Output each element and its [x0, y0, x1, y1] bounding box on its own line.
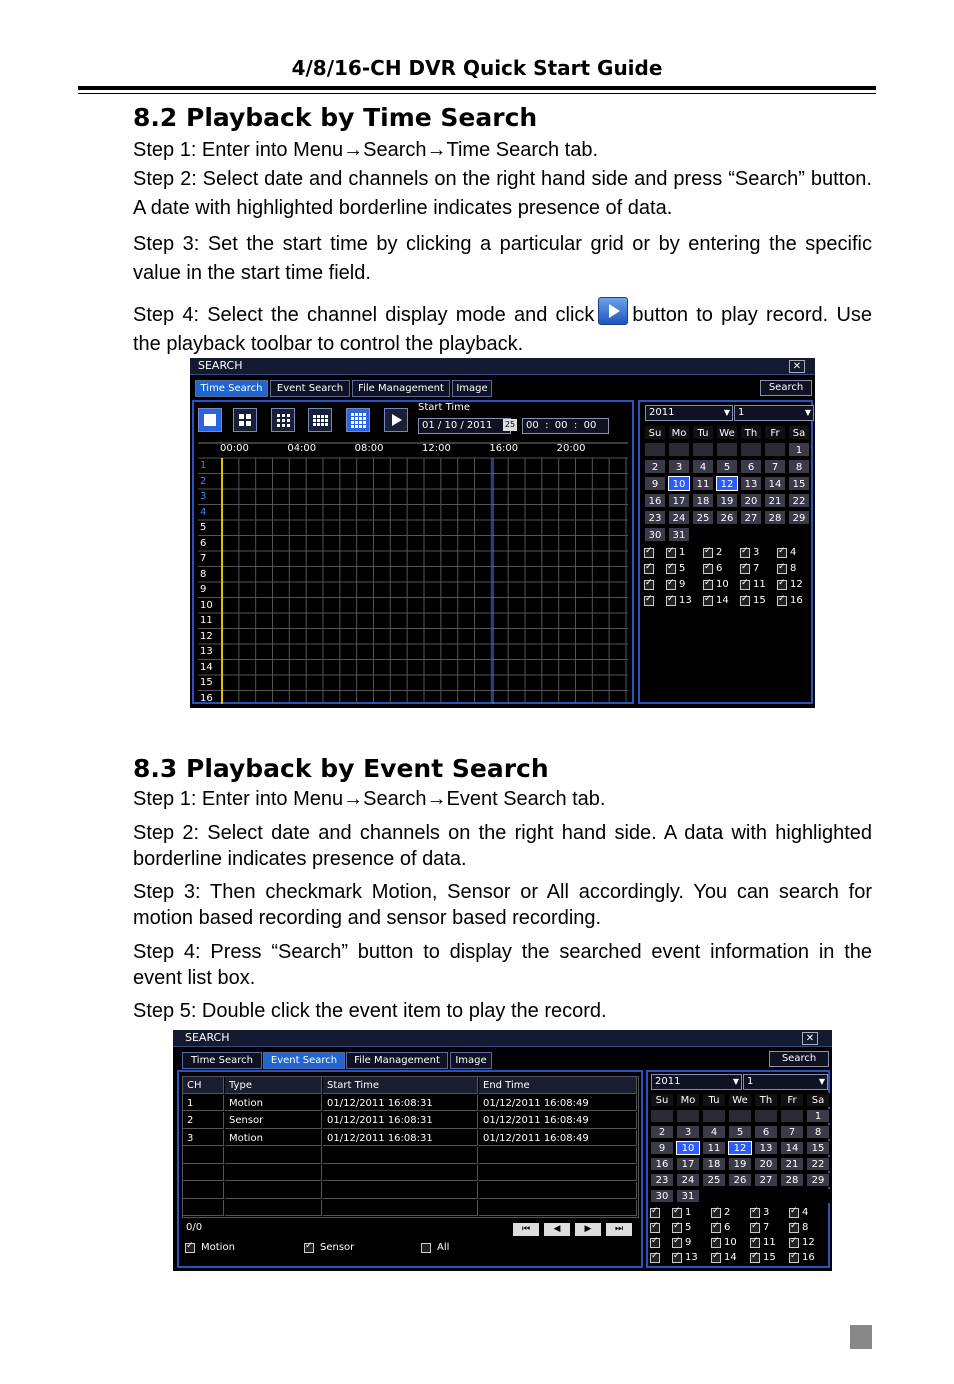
calendar-day[interactable]: 25 — [692, 510, 714, 525]
table-cell[interactable]: 1 — [183, 1095, 224, 1112]
calendar-day[interactable]: 29 — [806, 1173, 830, 1187]
channel-checkbox-label: 15 — [753, 595, 766, 606]
calendar-day[interactable]: 21 — [764, 493, 786, 508]
table-cell[interactable]: Motion — [225, 1130, 322, 1147]
time-field[interactable]: 00 : 00 : 00 — [522, 418, 609, 434]
calendar-empty — [692, 527, 714, 542]
calendar-day[interactable]: 10 — [668, 476, 690, 491]
pager-last-icon[interactable]: ⏭ — [606, 1223, 632, 1236]
weekday-header: Tu — [692, 425, 714, 440]
calendar-day[interactable]: 18 — [692, 493, 714, 508]
channel-checkbox[interactable] — [789, 1223, 799, 1233]
channel-row-label: 7 — [200, 553, 207, 564]
channel-row-label: 12 — [200, 630, 213, 642]
channel-checkbox-label: 11 — [753, 579, 766, 590]
channel-row-label: 15 — [200, 677, 213, 688]
header-rule-thin — [78, 93, 876, 94]
weekday-header: Sa — [788, 425, 810, 440]
sec82-step2: Step 2: Select date and channels on the right hand side and press “Search” button. A date with highlighted borderline indicates presence of data. — [133, 168, 872, 219]
time-search-screenshot — [190, 358, 815, 708]
channel-checkbox[interactable] — [672, 1208, 682, 1218]
calendar-day[interactable]: 15 — [788, 476, 810, 491]
calendar-day[interactable]: 20 — [740, 493, 762, 508]
row-select-checkbox[interactable] — [644, 564, 654, 574]
sensor-label: Sensor — [320, 1242, 355, 1253]
mode-12-icon[interactable] — [308, 408, 332, 432]
channel-checkbox[interactable] — [703, 580, 713, 590]
calendar-empty — [788, 527, 810, 542]
sec82-step4-b: button to play record. Use the playback toolbar to control the playback. — [133, 304, 873, 355]
row-select-checkbox[interactable] — [644, 548, 654, 558]
calendar-empty — [668, 442, 690, 457]
table-cell[interactable] — [323, 1182, 478, 1199]
calendar-day[interactable]: 12 — [728, 1141, 752, 1155]
channel-checkbox[interactable] — [672, 1253, 682, 1263]
table-cell[interactable]: 01/12/2011 16:08:49 — [479, 1130, 637, 1147]
weekday-header: Su — [650, 1093, 674, 1107]
sec83-step1: Step 1: Enter into Menu→Search→Event Search tab. — [133, 788, 606, 810]
month-select[interactable] — [743, 1074, 828, 1090]
channel-checkbox-label: 7 — [753, 563, 760, 574]
table-cell[interactable] — [183, 1165, 224, 1182]
table-cell[interactable] — [225, 1165, 322, 1182]
table-cell[interactable] — [479, 1182, 637, 1199]
calendar-empty — [728, 1109, 752, 1123]
channel-checkbox-label: 2 — [716, 547, 723, 558]
channel-row-label: 11 — [200, 615, 213, 626]
weekday-header: Su — [644, 425, 666, 440]
weekday-header: Mo — [676, 1093, 700, 1107]
channel-checkbox[interactable] — [666, 548, 676, 558]
tab-time-search[interactable]: Time Search — [195, 380, 268, 397]
calendar-icon[interactable]: 25 — [504, 420, 516, 429]
calendar-day[interactable]: 27 — [740, 510, 762, 525]
calendar-day[interactable]: 31 — [676, 1189, 700, 1203]
month-value: 1 — [738, 407, 745, 418]
channel-checkbox-label: 10 — [724, 1237, 737, 1248]
channel-checkbox[interactable] — [740, 564, 750, 574]
sensor-checkbox[interactable] — [304, 1243, 314, 1253]
calendar-day[interactable]: 6 — [754, 1125, 778, 1139]
calendar-day[interactable]: 28 — [780, 1173, 804, 1187]
calendar-empty — [806, 1189, 830, 1203]
channel-checkbox[interactable] — [711, 1223, 721, 1233]
calendar-empty — [780, 1109, 804, 1123]
table-cell[interactable] — [479, 1147, 637, 1164]
table-cell[interactable]: 2 — [183, 1112, 224, 1129]
calendar-day[interactable]: 11 — [692, 476, 714, 491]
title-bar — [173, 1030, 832, 1047]
channel-checkbox[interactable] — [740, 580, 750, 590]
event-pager — [513, 1223, 633, 1237]
table-cell[interactable] — [183, 1147, 224, 1164]
channel-row-label: 10 — [200, 599, 213, 611]
time-tick-label: 04:00 — [287, 443, 317, 454]
channel-checkbox-label: 3 — [753, 547, 760, 558]
calendar-empty — [754, 1109, 778, 1123]
channel-row-label: 2 — [200, 475, 207, 487]
calendar-day[interactable]: 19 — [716, 493, 738, 508]
calendar-empty — [780, 1189, 804, 1203]
weekday-header: We — [716, 425, 738, 440]
calendar-day[interactable]: 7 — [780, 1125, 804, 1139]
table-cell[interactable]: 01/12/2011 16:08:49 — [479, 1112, 637, 1129]
channel-checkbox[interactable] — [777, 580, 787, 590]
calendar-empty — [740, 442, 762, 457]
search-button[interactable]: Search — [760, 380, 812, 396]
channel-checkbox-label: 5 — [685, 1222, 692, 1233]
month-select[interactable] — [734, 405, 814, 421]
calendar-day[interactable]: 27 — [754, 1173, 778, 1187]
calendar-day[interactable]: 16 — [650, 1157, 674, 1171]
calendar-day[interactable]: 24 — [668, 510, 690, 525]
calendar-empty — [676, 1109, 700, 1123]
calendar-day[interactable]: 2 — [650, 1125, 674, 1139]
channel-checkbox[interactable] — [750, 1238, 760, 1248]
tab-file-management[interactable]: File Management — [346, 1052, 448, 1069]
table-cell[interactable]: 01/12/2011 16:08:49 — [479, 1095, 637, 1112]
table-cell[interactable] — [479, 1200, 637, 1217]
calendar-empty — [728, 1189, 752, 1203]
calendar-day[interactable]: 16 — [644, 493, 666, 508]
motion-checkbox[interactable] — [185, 1243, 195, 1253]
channel-checkbox[interactable] — [666, 596, 676, 606]
weekday-header: Sa — [806, 1093, 830, 1107]
calendar-day[interactable]: 26 — [716, 510, 738, 525]
time-tick-label: 12:00 — [422, 443, 451, 454]
table-cell[interactable] — [479, 1165, 637, 1182]
calendar-empty — [754, 1189, 778, 1203]
channel-checkbox[interactable] — [672, 1238, 682, 1248]
channel-checkbox[interactable] — [666, 580, 676, 590]
calendar-day[interactable]: 30 — [644, 527, 666, 542]
row-select-checkbox[interactable] — [650, 1208, 660, 1218]
table-cell[interactable] — [323, 1147, 478, 1164]
time-tick-label: 16:00 — [489, 443, 519, 454]
calendar-day[interactable]: 13 — [740, 476, 762, 491]
channel-row-label: 9 — [200, 584, 207, 595]
table-header-cell: End Time — [479, 1077, 637, 1094]
table-cell[interactable]: 01/12/2011 16:08:31 — [323, 1130, 478, 1147]
pager-first-icon[interactable]: ⏮ — [513, 1223, 539, 1236]
calendar-day[interactable]: 18 — [702, 1157, 726, 1171]
pager-next-icon[interactable]: ▶ — [575, 1223, 601, 1236]
calendar-empty — [692, 442, 714, 457]
mode-1-icon[interactable] — [198, 408, 222, 432]
channel-checkbox-label: 1 — [685, 1207, 692, 1218]
chevron-down-icon: ▼ — [732, 1077, 739, 1086]
channel-checkbox-label: 9 — [685, 1237, 692, 1248]
calendar-day[interactable]: 17 — [676, 1157, 700, 1171]
tab-file-management[interactable]: File Management — [352, 380, 450, 397]
channel-checkbox[interactable] — [703, 596, 713, 606]
channel-checkbox[interactable] — [750, 1208, 760, 1218]
chevron-down-icon: ▼ — [804, 408, 811, 417]
channel-checkbox-label: 12 — [802, 1237, 815, 1248]
channel-row-label: 5 — [200, 522, 207, 533]
channel-checkbox[interactable] — [789, 1208, 799, 1218]
table-cell[interactable] — [183, 1182, 224, 1199]
event-table[interactable] — [182, 1076, 639, 1218]
table-cell[interactable] — [183, 1200, 224, 1217]
weekday-header: Mo — [668, 425, 690, 440]
channel-checkbox-label: 8 — [790, 563, 797, 574]
calendar-day[interactable]: 22 — [788, 493, 810, 508]
channel-checkbox[interactable] — [703, 548, 713, 558]
calendar-day[interactable]: 14 — [764, 476, 786, 491]
sec82-step1: Step 1: Enter into Menu→Search→Time Search tab. — [133, 139, 599, 161]
calendar-day[interactable]: 4 — [702, 1125, 726, 1139]
calendar-day[interactable]: 8 — [788, 459, 810, 474]
chevron-down-icon: ▼ — [723, 408, 730, 417]
tab-image[interactable]: Image — [452, 380, 492, 397]
channel-checkbox-label: 11 — [763, 1237, 776, 1248]
channel-checkbox-label: 2 — [724, 1207, 731, 1218]
weekday-header: Th — [740, 425, 762, 440]
tab-event-search[interactable]: Event Search — [270, 380, 350, 397]
calendar-empty — [716, 442, 738, 457]
calendar-day[interactable]: 28 — [764, 510, 786, 525]
channel-checkbox[interactable] — [703, 564, 713, 574]
calendar-day[interactable]: 11 — [702, 1141, 726, 1155]
table-cell[interactable]: 3 — [183, 1130, 224, 1147]
calendar-day[interactable]: 22 — [806, 1157, 830, 1171]
sec83-step2: Step 2: Select date and channels on the right hand side. A data with highlighted borderline indicates presence of data. — [133, 822, 872, 870]
channel-checkbox-label: 13 — [679, 595, 692, 606]
channel-checkbox[interactable] — [666, 564, 676, 574]
timeline-svg — [198, 442, 628, 704]
calendar-day[interactable]: 26 — [728, 1173, 752, 1187]
row-select-checkbox[interactable] — [650, 1223, 660, 1233]
table-cell[interactable] — [225, 1200, 322, 1217]
channel-checkbox[interactable] — [750, 1253, 760, 1263]
channel-row-label: 16 — [200, 692, 213, 704]
header-rule — [78, 86, 876, 90]
calendar-empty — [716, 527, 738, 542]
table-header-cell: Type — [225, 1077, 322, 1094]
channel-checkbox[interactable] — [711, 1208, 721, 1218]
channel-checkbox-label: 15 — [763, 1252, 776, 1263]
channel-checkbox[interactable] — [672, 1223, 682, 1233]
mode-9-icon[interactable] — [271, 408, 295, 432]
channel-row-label: 13 — [200, 646, 213, 657]
sec83-step4: Step 4: Press “Search” button to display the searched event information in the event list box. — [133, 941, 872, 989]
calendar-day[interactable]: 29 — [788, 510, 810, 525]
channel-checkbox-label: 9 — [679, 579, 686, 590]
year-value: 2011 — [649, 407, 675, 418]
year-select[interactable] — [645, 405, 733, 421]
table-cell[interactable] — [225, 1182, 322, 1199]
date-field[interactable]: 01 / 10 / 2011 — [418, 418, 511, 434]
table-header-cell: CH — [183, 1077, 224, 1094]
sec83-step5: Step 5: Double click the event item to play the record. — [133, 1000, 607, 1022]
calendar-empty — [764, 442, 786, 457]
weekday-header: Fr — [780, 1093, 804, 1107]
calendar-day[interactable]: 5 — [716, 459, 738, 474]
calendar-empty — [644, 442, 666, 457]
calendar-day[interactable]: 7 — [764, 459, 786, 474]
calendar-day[interactable]: 30 — [650, 1189, 674, 1203]
year-select[interactable] — [651, 1074, 742, 1090]
title-bar — [190, 358, 815, 375]
event-count: 0/0 — [186, 1222, 203, 1233]
calendar-day[interactable]: 9 — [644, 476, 666, 491]
chevron-down-icon: ▼ — [818, 1077, 825, 1086]
start-time-label: Start Time — [418, 402, 471, 413]
calendar-empty — [740, 527, 762, 542]
channel-checkbox-label: 14 — [724, 1252, 737, 1263]
channel-checkbox[interactable] — [711, 1253, 721, 1263]
calendar-day[interactable]: 17 — [668, 493, 690, 508]
channel-checkbox-label: 13 — [685, 1252, 698, 1263]
channel-checkbox-label: 14 — [716, 595, 729, 606]
calendar-day[interactable]: 3 — [676, 1125, 700, 1139]
row-select-checkbox[interactable] — [650, 1253, 660, 1263]
calendar-day[interactable]: 13 — [754, 1141, 778, 1155]
channel-checkbox-label: 16 — [790, 595, 803, 606]
section-heading-8-2: 8.2 Playback by Time Search — [133, 103, 538, 132]
row-select-checkbox[interactable] — [644, 580, 654, 590]
calendar-day[interactable]: 25 — [702, 1173, 726, 1187]
motion-label: Motion — [201, 1242, 235, 1253]
table-cell[interactable]: 01/12/2011 16:08:31 — [323, 1112, 478, 1129]
row-select-checkbox[interactable] — [650, 1238, 660, 1248]
calendar-day[interactable]: 31 — [668, 527, 690, 542]
channel-checkbox[interactable] — [777, 564, 787, 574]
pager-prev-icon[interactable]: ◀ — [544, 1223, 570, 1236]
channel-checkbox[interactable] — [740, 596, 750, 606]
calendar-day[interactable]: 24 — [676, 1173, 700, 1187]
channel-checkbox[interactable] — [750, 1223, 760, 1233]
month-value: 1 — [747, 1076, 754, 1087]
channel-row-label: 1 — [200, 460, 207, 471]
channel-row-label: 14 — [200, 661, 213, 673]
calendar-day[interactable]: 8 — [806, 1125, 830, 1139]
calendar-day[interactable]: 6 — [740, 459, 762, 474]
channel-checkbox[interactable] — [740, 548, 750, 558]
channel-checkbox[interactable] — [789, 1238, 799, 1248]
calendar-day[interactable]: 1 — [788, 442, 810, 457]
channel-checkbox-label: 5 — [679, 563, 686, 574]
time-tick-label: 00:00 — [220, 443, 249, 454]
calendar-day[interactable]: 9 — [650, 1141, 674, 1155]
table-cell[interactable]: Motion — [225, 1095, 322, 1112]
all-label: All — [437, 1242, 450, 1253]
tab-time-search[interactable]: Time Search — [182, 1052, 262, 1069]
mode-4-icon[interactable] — [233, 408, 257, 432]
calendar-day[interactable]: 20 — [754, 1157, 778, 1171]
channel-checkbox-label: 3 — [763, 1207, 770, 1218]
channel-checkbox-label: 4 — [790, 547, 797, 558]
channel-checkbox[interactable] — [711, 1238, 721, 1248]
channel-row-label: 6 — [200, 537, 207, 549]
sec82-step3: Step 3: Set the start time by clicking a particular grid or by entering the specific value in the start time field. — [133, 233, 872, 284]
calendar-day[interactable]: 1 — [806, 1109, 830, 1123]
calendar-day[interactable]: 23 — [650, 1173, 674, 1187]
page-number-box — [850, 1325, 872, 1349]
close-icon[interactable]: ✕ — [789, 360, 805, 373]
channel-checkbox-label: 7 — [763, 1222, 770, 1233]
tab-image[interactable]: Image — [450, 1052, 492, 1069]
channel-checkbox-label: 6 — [716, 563, 723, 574]
close-icon[interactable]: ✕ — [802, 1032, 818, 1045]
channel-row-label: 8 — [200, 568, 207, 580]
channel-checkbox-label: 6 — [724, 1222, 731, 1233]
calendar-day[interactable]: 14 — [780, 1141, 804, 1155]
table-cell[interactable] — [225, 1147, 322, 1164]
calendar-empty — [764, 527, 786, 542]
weekday-header: Th — [754, 1093, 778, 1107]
all-checkbox[interactable] — [421, 1243, 431, 1253]
calendar-day[interactable]: 23 — [644, 510, 666, 525]
window-title: SEARCH — [198, 359, 243, 372]
channel-row-label: 4 — [200, 506, 207, 518]
calendar-day[interactable]: 5 — [728, 1125, 752, 1139]
calendar-day[interactable]: 2 — [644, 459, 666, 474]
event-search-screenshot — [173, 1030, 832, 1271]
calendar-day[interactable]: 12 — [716, 476, 738, 491]
channel-checkbox-label: 10 — [716, 579, 729, 590]
channel-row-label: 3 — [200, 491, 207, 502]
time-tick-label: 08:00 — [354, 443, 384, 454]
play-icon — [598, 297, 628, 325]
weekday-header: Tu — [702, 1093, 726, 1107]
calendar-empty — [650, 1109, 674, 1123]
timeline-grid[interactable] — [198, 442, 628, 704]
calendar-day[interactable]: 15 — [806, 1141, 830, 1155]
time-tick-label: 20:00 — [556, 443, 586, 454]
calendar-day[interactable]: 21 — [780, 1157, 804, 1171]
sec82-step4-a: Step 4: Select the channel display mode and click — [133, 304, 595, 326]
calendar-empty — [702, 1109, 726, 1123]
search-button[interactable]: Search — [769, 1051, 829, 1067]
table-cell[interactable]: Sensor — [225, 1112, 322, 1129]
calendar-empty — [702, 1189, 726, 1203]
sec82-step4 — [133, 297, 872, 359]
channel-checkbox[interactable] — [777, 596, 787, 606]
channel-checkbox[interactable] — [777, 548, 787, 558]
calendar-day[interactable]: 19 — [728, 1157, 752, 1171]
table-cell[interactable] — [323, 1165, 478, 1182]
channel-checkbox-label: 4 — [802, 1207, 809, 1218]
play-button[interactable] — [384, 408, 408, 432]
weekday-header: Fr — [764, 425, 786, 440]
tab-event-search[interactable]: Event Search — [263, 1052, 345, 1069]
channel-checkbox-label: 1 — [679, 547, 686, 558]
weekday-header: We — [728, 1093, 752, 1107]
section-heading-8-3: 8.3 Playback by Event Search — [133, 754, 549, 783]
channel-checkbox[interactable] — [789, 1253, 799, 1263]
channel-checkbox-label: 16 — [802, 1252, 815, 1263]
channel-checkbox-label: 12 — [790, 579, 803, 590]
page-header: 4/8/16-CH DVR Quick Start Guide — [291, 56, 663, 80]
table-header-cell: Start Time — [323, 1077, 478, 1094]
window-title: SEARCH — [185, 1031, 230, 1044]
table-cell[interactable]: 01/12/2011 16:08:31 — [323, 1095, 478, 1112]
row-select-checkbox[interactable] — [644, 596, 654, 606]
year-value: 2011 — [655, 1076, 681, 1087]
table-cell[interactable] — [323, 1200, 478, 1217]
channel-checkbox-label: 8 — [802, 1222, 809, 1233]
sec83-step3: Step 3: Then checkmark Motion, Sensor or All accordingly. You can search for motion based recording and sensor based recording. — [133, 881, 872, 929]
calendar-day[interactable]: 10 — [676, 1141, 700, 1155]
calendar-day[interactable]: 4 — [692, 459, 714, 474]
mode-16-icon[interactable] — [346, 408, 370, 432]
calendar-day[interactable]: 3 — [668, 459, 690, 474]
